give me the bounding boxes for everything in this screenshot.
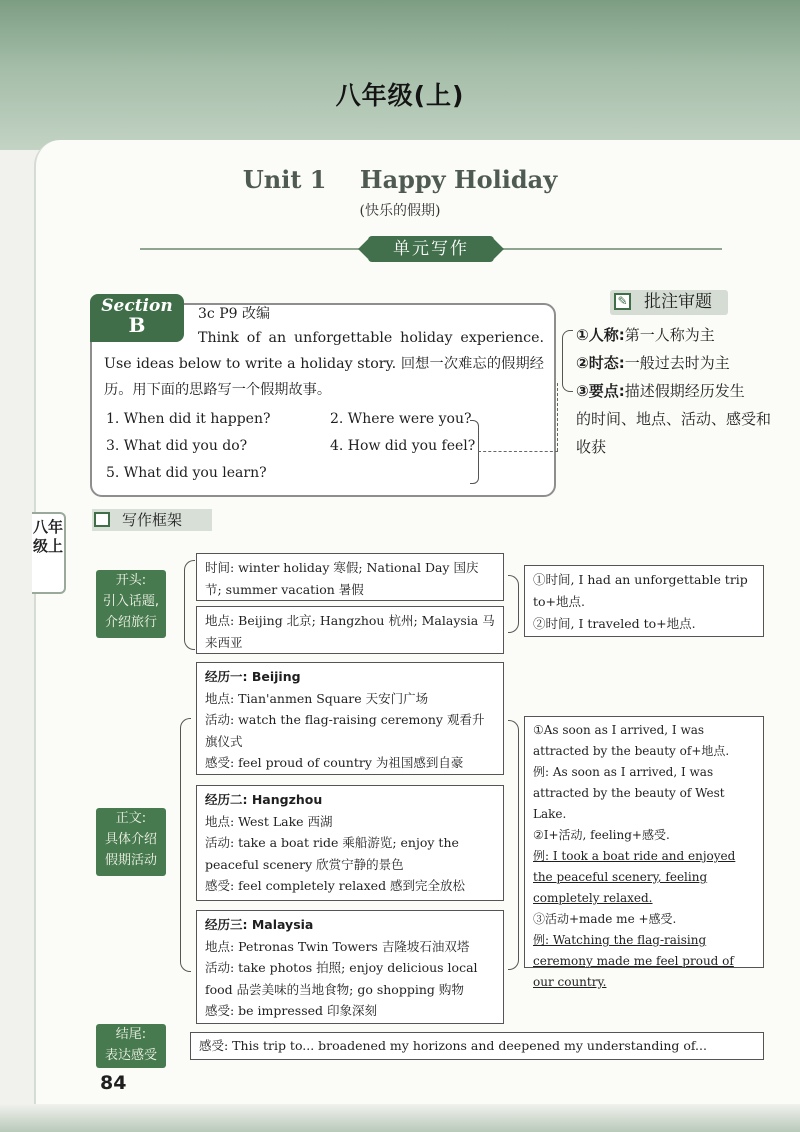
- question-2: 2. Where were you?: [330, 411, 472, 427]
- annotation-item-3: ③要点:描述假期经历发生: [576, 382, 745, 400]
- opening-time: 时间: winter holiday 寒假; National Day 国庆节; summer vacation 暑假: [196, 553, 504, 601]
- connector-dash: [478, 451, 558, 452]
- label-ending: 结尾: 表达感受: [96, 1024, 166, 1068]
- top-banner: [0, 0, 800, 150]
- label-opening: 开头: 引入话题, 介绍旅行: [96, 570, 166, 638]
- ending-feeling: 感受: This trip to... broadened my horizons and deepened my understanding of...: [190, 1032, 764, 1060]
- unit-subtitle: (快乐的假期): [359, 203, 441, 219]
- opening-place: 地点: Beijing 北京; Hangzhou 杭州; Malaysia 马来西亚: [196, 606, 504, 654]
- connector-dash-v: [557, 383, 558, 451]
- page-number: 84: [100, 1072, 127, 1094]
- section-tag: Section B: [90, 294, 184, 342]
- unit-title: Unit 1 Happy Holiday: [242, 165, 558, 194]
- brace-body-right: [508, 720, 519, 970]
- grade-title: 八年级(上): [335, 81, 465, 110]
- annotation-item-1: ①人称:第一人称为主: [576, 326, 715, 344]
- framework-icon: [94, 512, 110, 527]
- task-source: 3c P9 改编: [198, 306, 270, 322]
- annotation-brace: [562, 330, 573, 392]
- label-body: 正文: 具体介绍 假期活动: [96, 808, 166, 876]
- experience-1: 经历一: Beijing 地点: Tian'anmen Square 天安门广场 活动: watch the flag-raising ceremony 观看升旗仪式 感受: feel proud of country 为祖国感到自豪: [196, 662, 504, 775]
- question-5: 5. What did you learn?: [106, 465, 267, 481]
- section-badge: 单元写作: [368, 236, 494, 262]
- question-4: 4. How did you feel?: [330, 438, 476, 454]
- experience-3: 经历三: Malaysia 地点: Petronas Twin Towers 吉隆坡石油双塔 活动: take photos 拍照; enjoy delicious local food 品尝美味的当地食物; go shopping 购物 感受: be impressed 印象深刻: [196, 910, 504, 1024]
- question-3: 3. What did you do?: [106, 438, 248, 454]
- annotation-title: 批注审题: [610, 290, 728, 315]
- experience-2: 经历二: Hangzhou 地点: West Lake 西湖 活动: take a boat ride 乘船游览; enjoy the peaceful scenery 欣赏宁静的景色 感受: feel completely relaxed 感到完全放松: [196, 785, 504, 901]
- body-sentences: ①As soon as I arrived, I was attracted by the beauty of+地点. 例: As soon as I arrived, I was attracted by the beauty of West Lake. ②I+活动, feeling+感受. 例: I took a boat ride and enjoyed the peaceful scenery, feeling completely relaxed. ③活动+made me +感受. 例: Watching the flag-raising ceremony made me feel proud of our country.: [524, 716, 764, 968]
- divider-left: [140, 248, 360, 250]
- bottom-band: [0, 1104, 800, 1132]
- pen-icon: ✎: [614, 293, 631, 310]
- question-bracket: [470, 420, 479, 484]
- task-prompt: Think of an unforgettable holiday experience. Use ideas below to write a holiday story. 回想一次难忘的假期经历。用下面的思路写一个假期故事。: [104, 330, 544, 398]
- annotation-cont-1: 的时间、地点、活动、感受和: [576, 410, 772, 428]
- divider-right: [502, 248, 722, 250]
- brace-opening: [184, 560, 195, 650]
- framework-title: 写作框架: [92, 509, 212, 531]
- side-tab: 八年级上: [32, 512, 66, 594]
- annotation-cont-2: 收获: [576, 438, 607, 456]
- brace-opening-right: [508, 575, 519, 633]
- opening-sentences: ①时间, I had an unforgettable trip to+地点. ②时间, I traveled to+地点.: [524, 565, 764, 637]
- brace-body: [180, 718, 191, 972]
- question-1: 1. When did it happen?: [106, 411, 271, 427]
- annotation-item-2: ②时态:一般过去时为主: [576, 354, 730, 372]
